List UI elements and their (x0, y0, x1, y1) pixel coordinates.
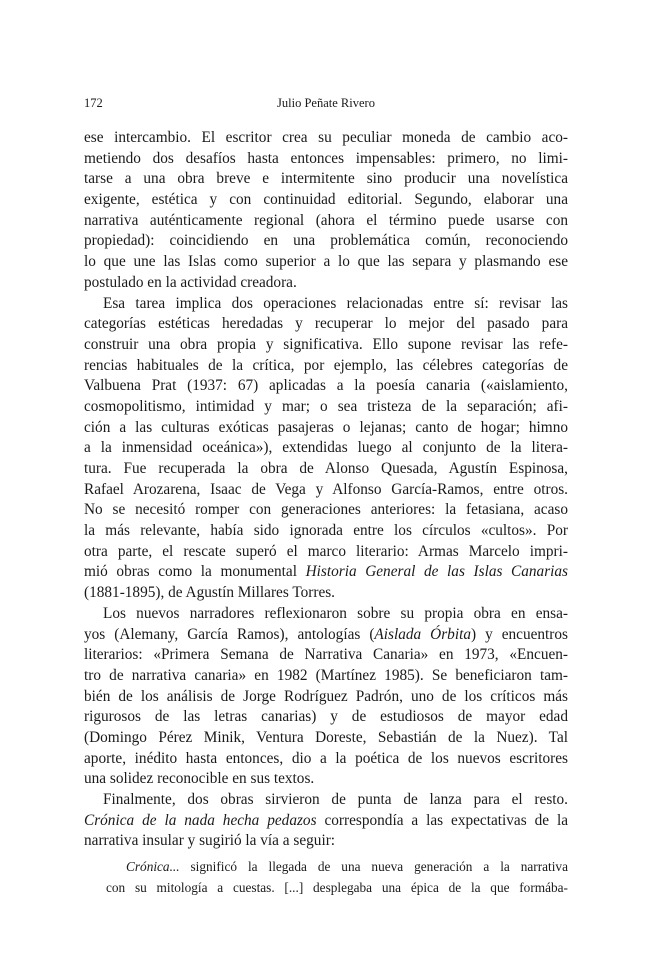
text-line: otra parte, el rescate superó el marco literario: Armas Marcelo impri- (84, 542, 568, 560)
text-line: tarse a una obra breve e intermitente sino producir una novelística (84, 170, 568, 188)
text-line: (1881-1895), de Agustín Millares Torres. (84, 584, 336, 602)
quote-line (106, 857, 568, 878)
text-line: Valbuena Prat (1937: 67) aplicadas a la poesía canaria («aislamiento, (84, 377, 568, 395)
text-line: propiedad): coincidiendo en una problemática común, reconociendo (84, 232, 568, 250)
book-title: Crónica... (126, 859, 180, 874)
body-text (84, 128, 568, 852)
text-segment: significó la llegada de una nueva generación a la narrativa (190, 859, 568, 874)
text-line: literarios: «Primera Semana de Narrativa Canaria» en 1973, «Encuen- (84, 646, 568, 664)
text-line: Los nuevos narradores reflexionaron sobre su propia obra en ensa- (103, 604, 568, 622)
book-title: Crónica de la nada hecha pedazos (84, 811, 317, 829)
text-line: No se necesitó romper con generaciones anteriores: la fetasiana, acaso (84, 501, 568, 519)
text-line: la más relevante, había sido ignorada entre los círculos «cultos». Por (84, 522, 568, 540)
text-line: construir una obra propia y significativa. Ello supone revisar las refe- (84, 335, 568, 353)
block-quote (106, 857, 568, 898)
text-line: exigente, estética y con continuidad editorial. Segundo, elaborar una (84, 191, 568, 209)
page-number: 172 (84, 96, 103, 110)
text-line (84, 625, 568, 646)
text-line: Esa tarea implica dos operaciones relacionadas entre sí: revisar las (103, 294, 568, 312)
text-line: categorías estéticas heredadas y recuperar lo mejor del pasado para (84, 315, 568, 333)
text-line: metiendo dos desafíos hasta entonces impensables: primero, no limi- (84, 149, 568, 167)
text-line: aporte, inédito hasta entonces, dio a la poética de los nuevos escritores (84, 749, 568, 767)
running-head: Julio Peñate Rivero (277, 96, 375, 110)
text-line: ese intercambio. El escritor crea su peculiar moneda de cambio aco- (84, 129, 568, 146)
text-line: cosmopolitismo, intimidad y mar; o sea tristeza de la separación; afi- (84, 397, 568, 415)
text-line: postulado en la actividad creadora. (84, 273, 297, 291)
text-segment: mió obras como la monumental (84, 563, 297, 581)
text-line: tro de narrativa canaria» en 1982 (Martínez 1985). Se beneficiaron tam- (84, 666, 568, 684)
text-line: a la inmensidad oceánica»), extendidas luego al conjunto de la litera- (84, 439, 568, 457)
text-segment: correspondía a las expectativas de la (324, 811, 568, 829)
text-line: rigurosos de las letras canarias) y de estudiosos de mayor edad (84, 708, 568, 726)
text-segment: yos (Alemany, García Ramos), antologías ( (84, 625, 375, 643)
quote-line: con su mitología a cuestas. [...] desplegaba una épica de la que formába- (106, 879, 568, 895)
text-line (84, 562, 568, 583)
text-line: tura. Fue recuperada la obra de Alonso Quesada, Agustín Espinosa, (84, 460, 568, 477)
text-line: ción a las culturas exóticas pasajeras o lejanas; canto de hogar; himno (84, 418, 568, 436)
text-line: (Domingo Pérez Minik, Ventura Doreste, Sebastián de la Nuez). Tal (84, 728, 568, 746)
text-segment: ) y encuentros (470, 625, 568, 643)
page-header (84, 94, 568, 112)
text-line: una solidez reconocible en sus textos. (84, 770, 315, 788)
text-line: Finalmente, dos obras sirvieron de punta de lanza para el resto. (103, 791, 568, 808)
text-line: lo que une las Islas como superior a lo que las separa y plasmando ese (84, 253, 568, 271)
text-line: narrativa auténticamente regional (ahora el término puede usarse con (84, 211, 568, 229)
text-line: Rafael Arozarena, Isaac de Vega y Alfonso García-Ramos, entre otros. (84, 480, 568, 498)
text-line: narrativa insular y sugirió la vía a seguir: (84, 832, 336, 850)
text-line: bién de los análisis de Jorge Rodríguez Padrón, uno de los críticos más (84, 687, 568, 705)
text-line: rencias habituales de la crítica, por ejemplo, las célebres categorías de (84, 356, 568, 374)
book-title: Aislada Órbita (374, 625, 471, 643)
book-title: Historia General de las Islas Canarias (305, 563, 569, 581)
text-line (84, 811, 568, 832)
